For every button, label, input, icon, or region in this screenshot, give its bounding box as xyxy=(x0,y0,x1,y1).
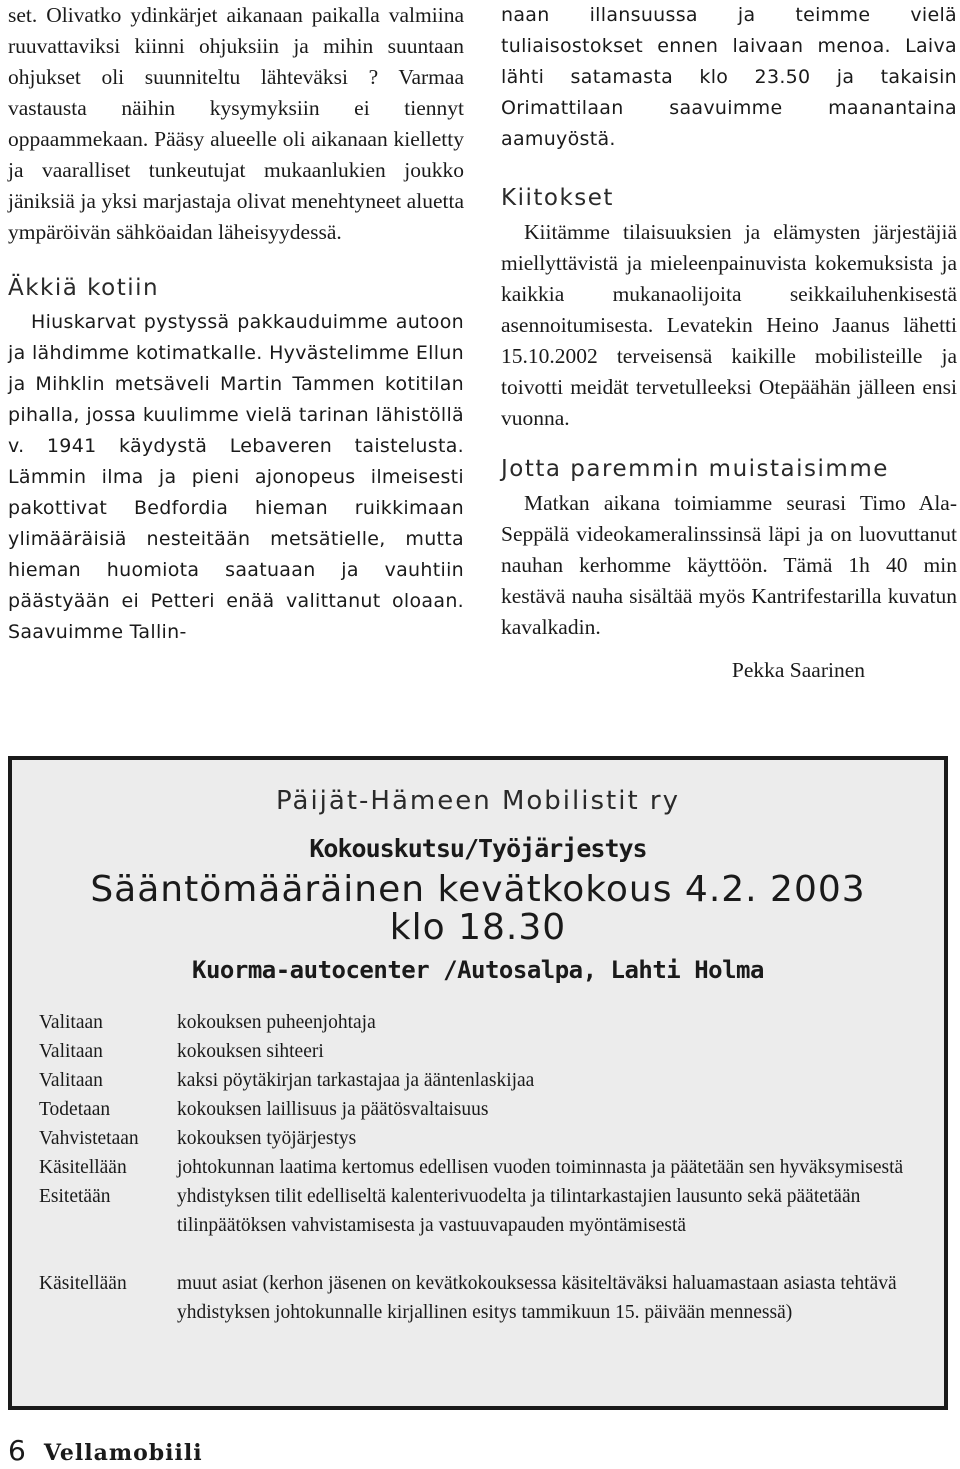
article-paragraph: set. Olivatko ydinkärjet aikanaan paikalla valmiina ruuvattaviksi kiinni ohjuksiin ja mihin suuntaan ohjukset oli suunniteltu lähteväksi ? Varmaa vastausta näihin kysymyksiin ei tiennyt oppaammekaan. Pääsy alueelle oli aikanaan kielletty ja vaaralliset tunkeutujat mukaanlukien joukko jäniksiä ja yksi marjastaja olivat menehtyneet aluetta ympäröivän sähköaidan läheisyydessä. xyxy=(8,3,464,244)
agenda-row xyxy=(39,1269,924,1327)
article-paragraph: Hiuskarvat pystyssä pakkauduimme autoon ja lähdimme kotimatkalle. Hyvästelimme Ellun ja Mihklin metsäveli Martin Tammen kotitilan pihalla, jossa kuulimme vielä tarinan lähistöllä v. 1941 käydystä Lebaveren taistelusta. Lämmin ilma ja pieni ajonopeus ilmeisesti pakottivat Bedfordia hieman ruikkimaan ylimääräisiä nesteitään metsätielle, mutta hieman huomiota saatuaan ja vauhtiin päästyään ei Petteri enää valittanut oloaan. Saavuimme Tallin- xyxy=(8,311,464,643)
agenda-row xyxy=(39,1095,924,1124)
agenda-verb: Valitaan xyxy=(39,1041,103,1062)
agenda-row xyxy=(39,1153,924,1182)
agenda-verb: Todetaan xyxy=(39,1099,111,1120)
article-paragraph: naan illansuussa ja teimme vielä tuliaisostokset ennen laivaan menoa. Laiva lähti satamasta klo 23.50 ja takaisin Orimattilaan saavuimme maanantaina aamuyöstä. xyxy=(501,4,957,150)
agenda-verb: Vahvistetaan xyxy=(39,1128,139,1149)
article-right-column xyxy=(501,0,957,686)
agenda-item: kokouksen laillisuus ja päätösvaltaisuus xyxy=(177,1099,489,1120)
agenda-item: kokouksen puheenjohtaja xyxy=(177,1012,376,1033)
agenda-verb: Käsitellään xyxy=(39,1157,127,1178)
agenda-list xyxy=(39,1008,924,1327)
section-heading: Kiitokset xyxy=(501,185,614,211)
agenda-item: johtokunnan laatima kertomus edellisen vuoden toiminnasta ja päätetään sen hyväksymisestä xyxy=(177,1157,904,1178)
article-left-column xyxy=(8,0,464,648)
organization-name: Päijät-Hämeen Mobilistit ry xyxy=(276,786,680,816)
page-footer xyxy=(8,1434,203,1468)
agenda-verb: Valitaan xyxy=(39,1070,103,1091)
meeting-title: Sääntömääräinen kevätkokous 4.2. 2003 xyxy=(90,869,866,910)
article-paragraph: Kiitämme tilaisuuksien ja elämysten järjestäjiä miellyttävistä ja mieleenpainuvista kokemuksista ja kaikkia mukanaolijoita seikkailuhenkisestä asennoitumisesta. Levatekin Heino Jaanus lähetti 15.10.2002 terveisensä kaikille mobilisteille ja toivotti meidät tervetulleeksi Otepäähän jälleen ensi vuonna. xyxy=(501,220,957,430)
agenda-item: kokouksen sihteeri xyxy=(177,1041,324,1062)
agenda-verb: Esitetään xyxy=(39,1186,111,1207)
agenda-row xyxy=(39,1008,924,1037)
agenda-verb: Valitaan xyxy=(39,1012,103,1033)
meeting-notice-box xyxy=(8,756,948,1410)
agenda-item: kokouksen työjärjestys xyxy=(177,1128,357,1149)
agenda-verb: Käsitellään xyxy=(39,1273,127,1294)
meeting-time: klo 18.30 xyxy=(389,907,567,948)
author-signature: Pekka Saarinen xyxy=(731,658,865,682)
meeting-location: Kuorma-autocenter /Autosalpa, Lahti Holma xyxy=(192,956,764,984)
notice-subtitle: Kokouskutsu/Työjärjestys xyxy=(309,834,647,863)
agenda-row xyxy=(39,1037,924,1066)
agenda-row xyxy=(39,1182,924,1240)
agenda-item: kaksi pöytäkirjan tarkastajaa ja ääntenlaskijaa xyxy=(177,1070,535,1091)
agenda-row xyxy=(39,1124,924,1153)
section-heading: Äkkiä kotiin xyxy=(8,275,160,301)
section-heading: Jotta paremmin muistaisimme xyxy=(501,456,889,482)
agenda-item: muut asiat (kerhon jäsenen on kevätkokouksessa käsiteltäväksi haluamastaan asiasta tehtävä yhdistyksen johtokunnalle kirjallinen esitys tammikuun 15. päivään mennessä) xyxy=(177,1273,897,1323)
publication-name: Vellamobiili xyxy=(43,1440,203,1466)
agenda-row xyxy=(39,1066,924,1095)
page-number: 6 xyxy=(8,1434,26,1467)
article-paragraph: Matkan aikana toimiamme seurasi Timo Ala-Seppälä videokameralinssinsä läpi ja on luovuttanut nauhan kerhomme käyttöön. Tämä 1h 40 min kestävä nauha sisältää myös Kantrifestarilla kuvatun kavalkadin. xyxy=(501,491,957,639)
agenda-item: yhdistyksen tilit edelliseltä kalenterivuodelta ja tilintarkastajien lausunto sekä päätetään tilinpäätöksen vahvistamisesta ja vastuuvapauden myöntämisestä xyxy=(177,1186,861,1236)
